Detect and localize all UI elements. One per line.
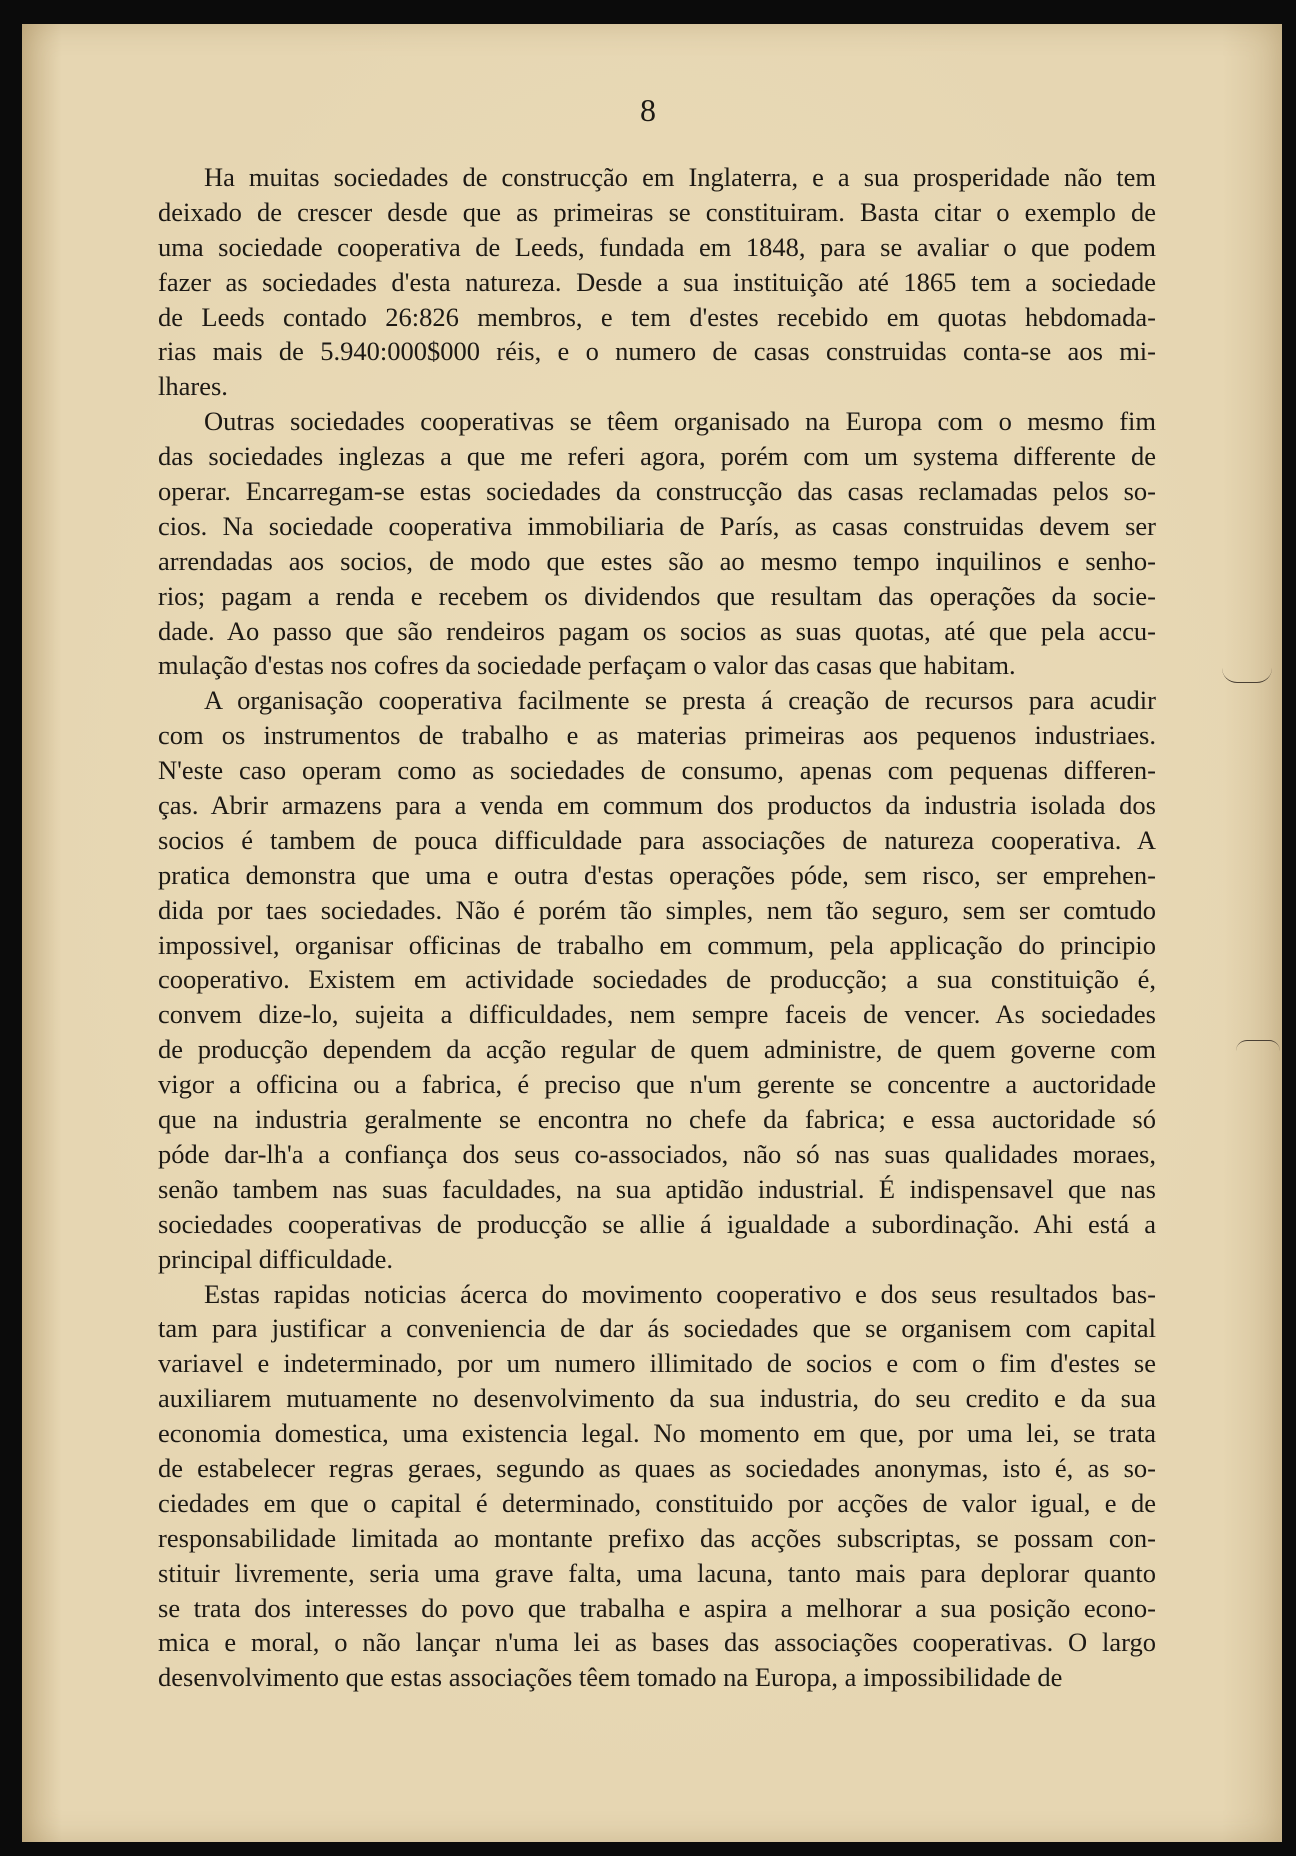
text-line: mica e moral, o não lançar n'uma lei as bases das associações cooperativas. O largo: [158, 1627, 1156, 1658]
text-line: senão tambem nas suas faculdades, na sua aptidão industrial. É indispensavel que nas: [158, 1173, 1156, 1204]
text-line: convem dize-lo, sujeita a difficuldades, nem sempre faceis de vencer. As sociedades: [158, 999, 1156, 1030]
text-line: pratica demonstra que uma e outra d'estas operações póde, sem risco, ser emprehen-: [158, 859, 1156, 890]
text-line: Outras sociedades cooperativas se têem organisado na Europa com o mesmo fim: [204, 406, 1156, 437]
text-line: N'este caso operam como as sociedades de consumo, apenas com pequenas differen-: [158, 755, 1156, 786]
text-line: fazer as sociedades d'esta natureza. Desde a sua instituição até 1865 tem a sociedade: [158, 266, 1156, 297]
text-line: stituir livremente, seria uma grave falta, uma lacuna, tanto mais para deplorar quanto: [158, 1557, 1156, 1588]
paragraph: [158, 1277, 1156, 1696]
text-line: se trata dos interesses do povo que trabalha e aspira a melhorar a sua posição econo-: [158, 1592, 1156, 1623]
paragraph: [158, 404, 1156, 683]
text-line: ciedades em que o capital é determinado, constituido por acções de valor igual, e de: [158, 1487, 1156, 1518]
text-line: vigor a officina ou a fabrica, é preciso que n'um gerente se concentre a auctoridade: [158, 1069, 1156, 1100]
text-line: de estabelecer regras geraes, segundo as quaes as sociedades anonymas, isto é, as so-: [158, 1452, 1156, 1483]
text-line: operar. Encarregam-se estas sociedades da construcção das casas reclamadas pelos so-: [158, 476, 1156, 507]
text-line: rias mais de 5.940:000$000 réis, e o numero de casas construidas conta-se aos mi-: [158, 336, 1156, 367]
page-number: 8: [640, 92, 656, 128]
text-line: dade. Ao passo que são rendeiros pagam os socios as suas quotas, até que pela accu-: [158, 615, 1156, 646]
text-line: póde dar-lh'a a confiança dos seus co-associados, não só nas suas qualidades moraes,: [158, 1138, 1156, 1169]
text-line: de producção dependem da acção regular de quem administre, de quem governe com: [158, 1034, 1156, 1065]
text-line: que na industria geralmente se encontra no chefe da fabrica; e essa auctoridade só: [158, 1104, 1156, 1135]
text-line: Ha muitas sociedades de construcção em Inglaterra, e a sua prosperidade não tem: [204, 162, 1156, 192]
text-line: responsabilidade limitada ao montante prefixo das acções subscriptas, se possam con-: [158, 1522, 1156, 1553]
text-line: impossivel, organisar officinas de trabalho em commum, pela applicação do principio: [158, 929, 1156, 960]
text-line: socios é tambem de pouca difficuldade para associações de natureza cooperativa. A: [158, 824, 1156, 855]
paragraph: [158, 683, 1156, 1276]
text-line: principal difficuldade.: [158, 1243, 393, 1274]
text-line: auxiliarem mutuamente no desenvolvimento da sua industria, do seu credito e da sua: [158, 1383, 1156, 1414]
text-line: deixado de crescer desde que as primeiras se constituiram. Basta citar o exemplo de: [158, 196, 1156, 227]
text-line: ças. Abrir armazens para a venda em commum dos productos da industria isolada dos: [158, 790, 1156, 821]
text-line: cios. Na sociedade cooperativa immobiliaria de París, as casas construidas devem ser: [158, 510, 1156, 541]
text-line: com os instrumentos de trabalho e as materias primeiras aos pequenos industriaes.: [158, 720, 1156, 751]
text-line: tam para justificar a conveniencia de dar ás sociedades que se organisem com capital: [158, 1313, 1156, 1344]
document-body: [158, 160, 1156, 1695]
text-line: rios; pagam a renda e recebem os dividendos que resultam das operações da socie-: [158, 580, 1156, 611]
text-line: sociedades cooperativas de producção se allie á igualdade a subordinação. Ahi está a: [158, 1208, 1156, 1239]
text-line: desenvolvimento que estas associações têem tomado na Europa, a impossibilidade de: [158, 1662, 1063, 1693]
text-line: das sociedades inglezas a que me referi agora, porém com um systema differente de: [158, 441, 1156, 472]
margin-mark: [1236, 1040, 1280, 1051]
text-line: cooperativo. Existem em actividade sociedades de producção; a sua constituição é,: [158, 964, 1156, 995]
text-line: dida por taes sociedades. Não é porém tão simples, nem tão seguro, sem ser comtudo: [158, 894, 1156, 925]
margin-mark: [1222, 668, 1272, 683]
text-line: mulação d'estas nos cofres da sociedade perfaçam o valor das casas que habitam.: [158, 650, 1016, 681]
text-line: arrendadas aos socios, de modo que estes são ao mesmo tempo inquilinos e senho-: [158, 545, 1156, 576]
text-line: uma sociedade cooperativa de Leeds, fundada em 1848, para se avaliar o que podem: [158, 231, 1156, 262]
text-line: A organisação cooperativa facilmente se presta á creação de recursos para acudir: [204, 685, 1156, 716]
text-line: economia domestica, uma existencia legal. No momento em que, por uma lei, se trata: [158, 1418, 1156, 1449]
text-line: lhares.: [158, 371, 228, 402]
paragraph: [158, 160, 1156, 404]
text-line: de Leeds contado 26:826 membros, e tem d'estes recebido em quotas hebdomada-: [158, 301, 1156, 332]
text-line: Estas rapidas noticias ácerca do movimento cooperativo e dos seus resultados bas-: [204, 1278, 1156, 1309]
text-line: variavel e indeterminado, por um numero illimitado de socios e com o fim d'estes se: [158, 1348, 1156, 1379]
